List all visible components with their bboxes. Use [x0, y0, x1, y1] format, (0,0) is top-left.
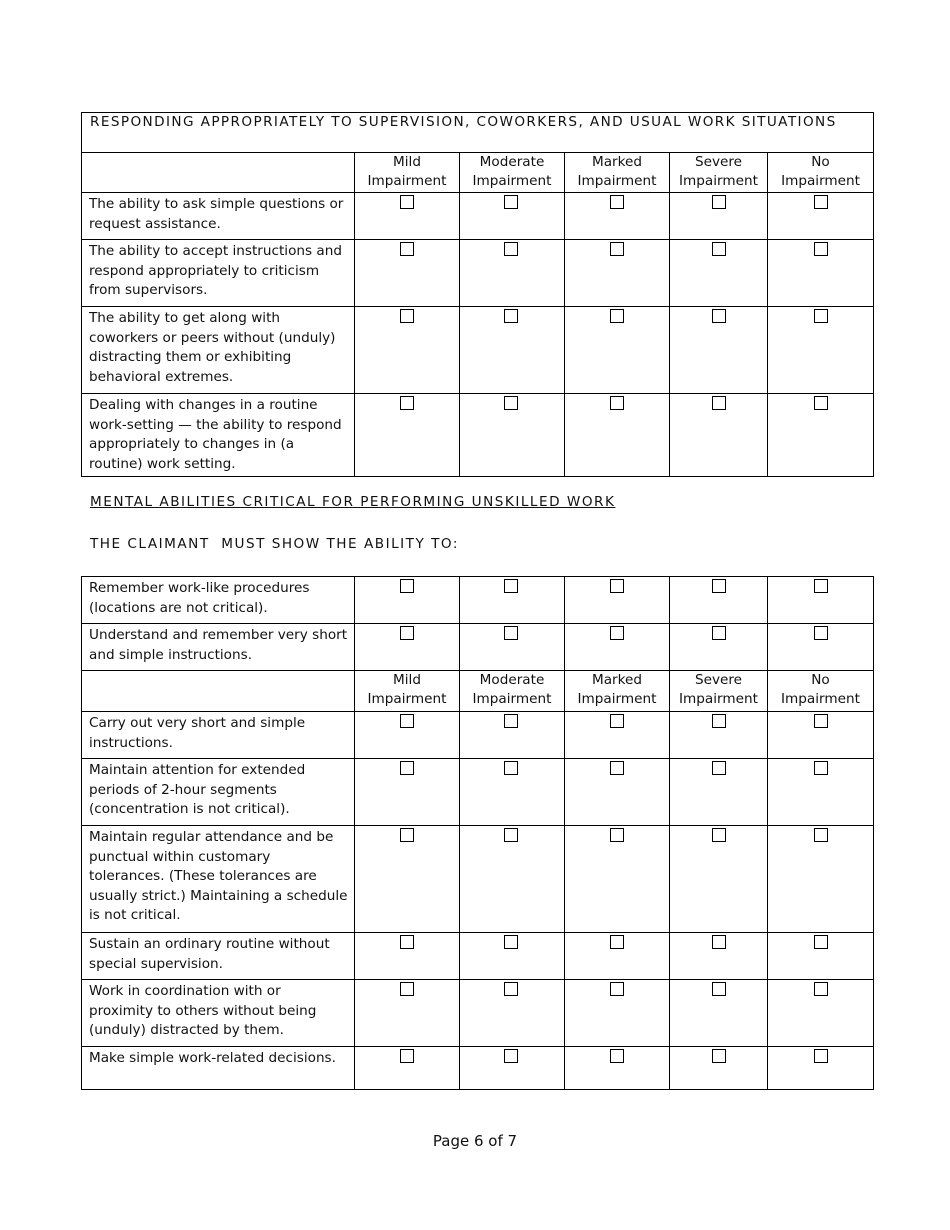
marked-checkbox[interactable] — [610, 982, 624, 996]
cell-none — [768, 712, 874, 759]
mild-checkbox[interactable] — [400, 982, 414, 996]
severe-checkbox[interactable] — [712, 626, 726, 640]
table-row — [82, 826, 874, 933]
cell-moderate — [460, 980, 565, 1047]
section-title: RESPONDING APPROPRIATELY TO SUPERVISION, COWORKERS, AND USUAL WORK SITUATIONS — [82, 113, 874, 153]
no-impairment-checkbox[interactable] — [814, 626, 828, 640]
marked-checkbox[interactable] — [610, 761, 624, 775]
row-label: Remember work-like procedures (locations are not critical). — [82, 577, 355, 624]
marked-checkbox[interactable] — [610, 714, 624, 728]
header-severe-bottom: Impairment — [679, 691, 758, 708]
header-blank-cell — [82, 671, 355, 712]
no-impairment-checkbox[interactable] — [814, 982, 828, 996]
marked-checkbox[interactable] — [610, 935, 624, 949]
header-marked — [565, 671, 670, 712]
severe-checkbox[interactable] — [712, 714, 726, 728]
severe-checkbox[interactable] — [712, 579, 726, 593]
cell-none — [768, 307, 874, 394]
cell-none — [768, 1047, 874, 1090]
cell-mild — [355, 712, 460, 759]
table-row — [82, 307, 874, 394]
cell-mild — [355, 624, 460, 671]
severe-checkbox[interactable] — [712, 195, 726, 209]
cell-none — [768, 980, 874, 1047]
row-label: Dealing with changes in a routine work-setting — the ability to respond appropriately to changes in (a routine) work setting. — [82, 394, 355, 477]
severe-checkbox[interactable] — [712, 935, 726, 949]
no-impairment-checkbox[interactable] — [814, 579, 828, 593]
cell-moderate — [460, 712, 565, 759]
moderate-checkbox[interactable] — [504, 309, 518, 323]
severe-checkbox[interactable] — [712, 828, 726, 842]
cell-marked — [565, 577, 670, 624]
no-impairment-checkbox[interactable] — [814, 935, 828, 949]
no-impairment-checkbox[interactable] — [814, 396, 828, 410]
cell-severe — [670, 240, 768, 307]
mild-checkbox[interactable] — [400, 309, 414, 323]
mild-checkbox[interactable] — [400, 935, 414, 949]
mild-checkbox[interactable] — [400, 714, 414, 728]
cell-marked — [565, 712, 670, 759]
mild-checkbox[interactable] — [400, 579, 414, 593]
column-header-row — [82, 153, 874, 193]
table-row — [82, 624, 874, 671]
mild-checkbox[interactable] — [400, 761, 414, 775]
severe-checkbox[interactable] — [712, 1049, 726, 1063]
cell-moderate — [460, 394, 565, 477]
header-none-top: No — [811, 154, 830, 170]
cell-mild — [355, 826, 460, 933]
unskilled-work-heading: MENTAL ABILITIES CRITICAL FOR PERFORMING UNSKILLED WORK — [90, 494, 616, 510]
cell-marked — [565, 307, 670, 394]
cell-mild — [355, 980, 460, 1047]
cell-severe — [670, 577, 768, 624]
header-marked-top: Marked — [591, 672, 643, 688]
cell-moderate — [460, 933, 565, 980]
table-row — [82, 240, 874, 307]
cell-mild — [355, 394, 460, 477]
cell-none — [768, 933, 874, 980]
table-row — [82, 759, 874, 826]
cell-severe — [670, 307, 768, 394]
severe-checkbox[interactable] — [712, 982, 726, 996]
no-impairment-checkbox[interactable] — [814, 242, 828, 256]
cell-severe — [670, 394, 768, 477]
table-row — [82, 193, 874, 240]
cell-severe — [670, 826, 768, 933]
table-row — [82, 577, 874, 624]
header-severe-top: Severe — [694, 672, 743, 688]
header-mild — [355, 153, 460, 193]
cell-mild — [355, 577, 460, 624]
marked-checkbox[interactable] — [610, 579, 624, 593]
header-marked-bottom: Impairment — [577, 173, 657, 190]
moderate-checkbox[interactable] — [504, 242, 518, 256]
row-label: The ability to get along with coworkers or peers without (unduly) distracting them or exhibiting behavioral extremes. — [82, 307, 355, 394]
severe-checkbox[interactable] — [712, 396, 726, 410]
no-impairment-checkbox[interactable] — [814, 828, 828, 842]
cell-moderate — [460, 624, 565, 671]
moderate-checkbox[interactable] — [504, 714, 518, 728]
header-marked-top: Marked — [591, 154, 643, 170]
table-row — [82, 394, 874, 477]
cell-mild — [355, 1047, 460, 1090]
cell-marked — [565, 980, 670, 1047]
cell-moderate — [460, 759, 565, 826]
moderate-checkbox[interactable] — [504, 982, 518, 996]
cell-marked — [565, 826, 670, 933]
cell-severe — [670, 193, 768, 240]
header-none-top: No — [811, 672, 830, 688]
cell-marked — [565, 759, 670, 826]
header-blank-cell — [82, 153, 355, 193]
moderate-checkbox[interactable] — [504, 1049, 518, 1063]
table-row — [82, 1047, 874, 1090]
cell-none — [768, 826, 874, 933]
page-number: Page 6 of 7 — [432, 1132, 518, 1150]
row-label: Maintain attention for extended periods of 2-hour segments (concentration is not critical). — [82, 759, 355, 826]
header-severe — [670, 671, 768, 712]
mild-checkbox[interactable] — [400, 828, 414, 842]
header-severe — [670, 153, 768, 193]
unskilled-work-table — [81, 576, 874, 1090]
header-none-bottom: Impairment — [781, 691, 860, 708]
mild-checkbox[interactable] — [400, 242, 414, 256]
row-label: Understand and remember very short and simple instructions. — [82, 624, 355, 671]
cell-moderate — [460, 193, 565, 240]
moderate-checkbox[interactable] — [504, 828, 518, 842]
moderate-checkbox[interactable] — [504, 579, 518, 593]
cell-marked — [565, 193, 670, 240]
no-impairment-checkbox[interactable] — [814, 1049, 828, 1063]
cell-severe — [670, 933, 768, 980]
cell-severe — [670, 1047, 768, 1090]
severe-checkbox[interactable] — [712, 761, 726, 775]
mild-checkbox[interactable] — [400, 396, 414, 410]
severe-checkbox[interactable] — [712, 309, 726, 323]
cell-moderate — [460, 240, 565, 307]
cell-severe — [670, 759, 768, 826]
marked-checkbox[interactable] — [610, 626, 624, 640]
cell-mild — [355, 759, 460, 826]
mild-checkbox[interactable] — [400, 195, 414, 209]
marked-checkbox[interactable] — [610, 1049, 624, 1063]
cell-severe — [670, 624, 768, 671]
table-row — [82, 712, 874, 759]
cell-mild — [355, 193, 460, 240]
header-none — [768, 153, 874, 193]
cell-none — [768, 240, 874, 307]
cell-moderate — [460, 826, 565, 933]
row-label: The ability to ask simple questions or request assistance. — [82, 193, 355, 240]
no-impairment-checkbox[interactable] — [814, 761, 828, 775]
moderate-checkbox[interactable] — [504, 935, 518, 949]
cell-none — [768, 624, 874, 671]
header-moderate — [460, 153, 565, 193]
header-severe-bottom: Impairment — [679, 173, 758, 190]
cell-marked — [565, 240, 670, 307]
row-label: Maintain regular attendance and be punctual within customary tolerances. (These tolerances are usually strict.) Maintaining a schedule is not critical. — [82, 826, 355, 933]
no-impairment-checkbox[interactable] — [814, 195, 828, 209]
severe-checkbox[interactable] — [712, 242, 726, 256]
header-none — [768, 671, 874, 712]
header-mild-bottom: Impairment — [367, 173, 447, 190]
cell-moderate — [460, 307, 565, 394]
row-label: Sustain an ordinary routine without special supervision. — [82, 933, 355, 980]
marked-checkbox[interactable] — [610, 396, 624, 410]
header-moderate-bottom: Impairment — [472, 173, 552, 190]
header-marked — [565, 153, 670, 193]
cell-none — [768, 759, 874, 826]
cell-marked — [565, 1047, 670, 1090]
marked-checkbox[interactable] — [610, 828, 624, 842]
mild-checkbox[interactable] — [400, 626, 414, 640]
header-marked-bottom: Impairment — [577, 691, 657, 708]
cell-mild — [355, 240, 460, 307]
table-row — [82, 980, 874, 1047]
header-mild-top: Mild — [393, 154, 421, 170]
cell-none — [768, 394, 874, 477]
header-none-bottom: Impairment — [781, 173, 860, 190]
cell-marked — [565, 624, 670, 671]
header-mild-bottom: Impairment — [367, 691, 447, 708]
cell-marked — [565, 394, 670, 477]
moderate-checkbox[interactable] — [504, 626, 518, 640]
mild-checkbox[interactable] — [400, 1049, 414, 1063]
no-impairment-checkbox[interactable] — [814, 714, 828, 728]
table-row — [82, 933, 874, 980]
moderate-checkbox[interactable] — [504, 195, 518, 209]
header-moderate-bottom: Impairment — [472, 691, 552, 708]
no-impairment-checkbox[interactable] — [814, 309, 828, 323]
column-header-row — [82, 671, 874, 712]
row-label: Carry out very short and simple instructions. — [82, 712, 355, 759]
cell-mild — [355, 933, 460, 980]
header-mild — [355, 671, 460, 712]
header-moderate — [460, 671, 565, 712]
supervision-table — [81, 112, 874, 477]
cell-none — [768, 577, 874, 624]
marked-checkbox[interactable] — [610, 242, 624, 256]
cell-moderate — [460, 1047, 565, 1090]
marked-checkbox[interactable] — [610, 195, 624, 209]
claimant-instruction: THE CLAIMANT MUST SHOW THE ABILITY TO: — [90, 536, 459, 552]
cell-severe — [670, 712, 768, 759]
cell-none — [768, 193, 874, 240]
cell-mild — [355, 307, 460, 394]
row-label: The ability to accept instructions and respond appropriately to criticism from supervisors. — [82, 240, 355, 307]
row-label: Make simple work-related decisions. — [82, 1047, 355, 1090]
row-label: Work in coordination with or proximity to others without being (unduly) distracted by them. — [82, 980, 355, 1047]
header-moderate-top: Moderate — [479, 154, 545, 170]
section-title-row — [82, 113, 874, 153]
header-moderate-top: Moderate — [479, 672, 545, 688]
cell-severe — [670, 980, 768, 1047]
cell-marked — [565, 933, 670, 980]
marked-checkbox[interactable] — [610, 309, 624, 323]
header-severe-top: Severe — [694, 154, 743, 170]
cell-moderate — [460, 577, 565, 624]
moderate-checkbox[interactable] — [504, 396, 518, 410]
header-mild-top: Mild — [393, 672, 421, 688]
moderate-checkbox[interactable] — [504, 761, 518, 775]
